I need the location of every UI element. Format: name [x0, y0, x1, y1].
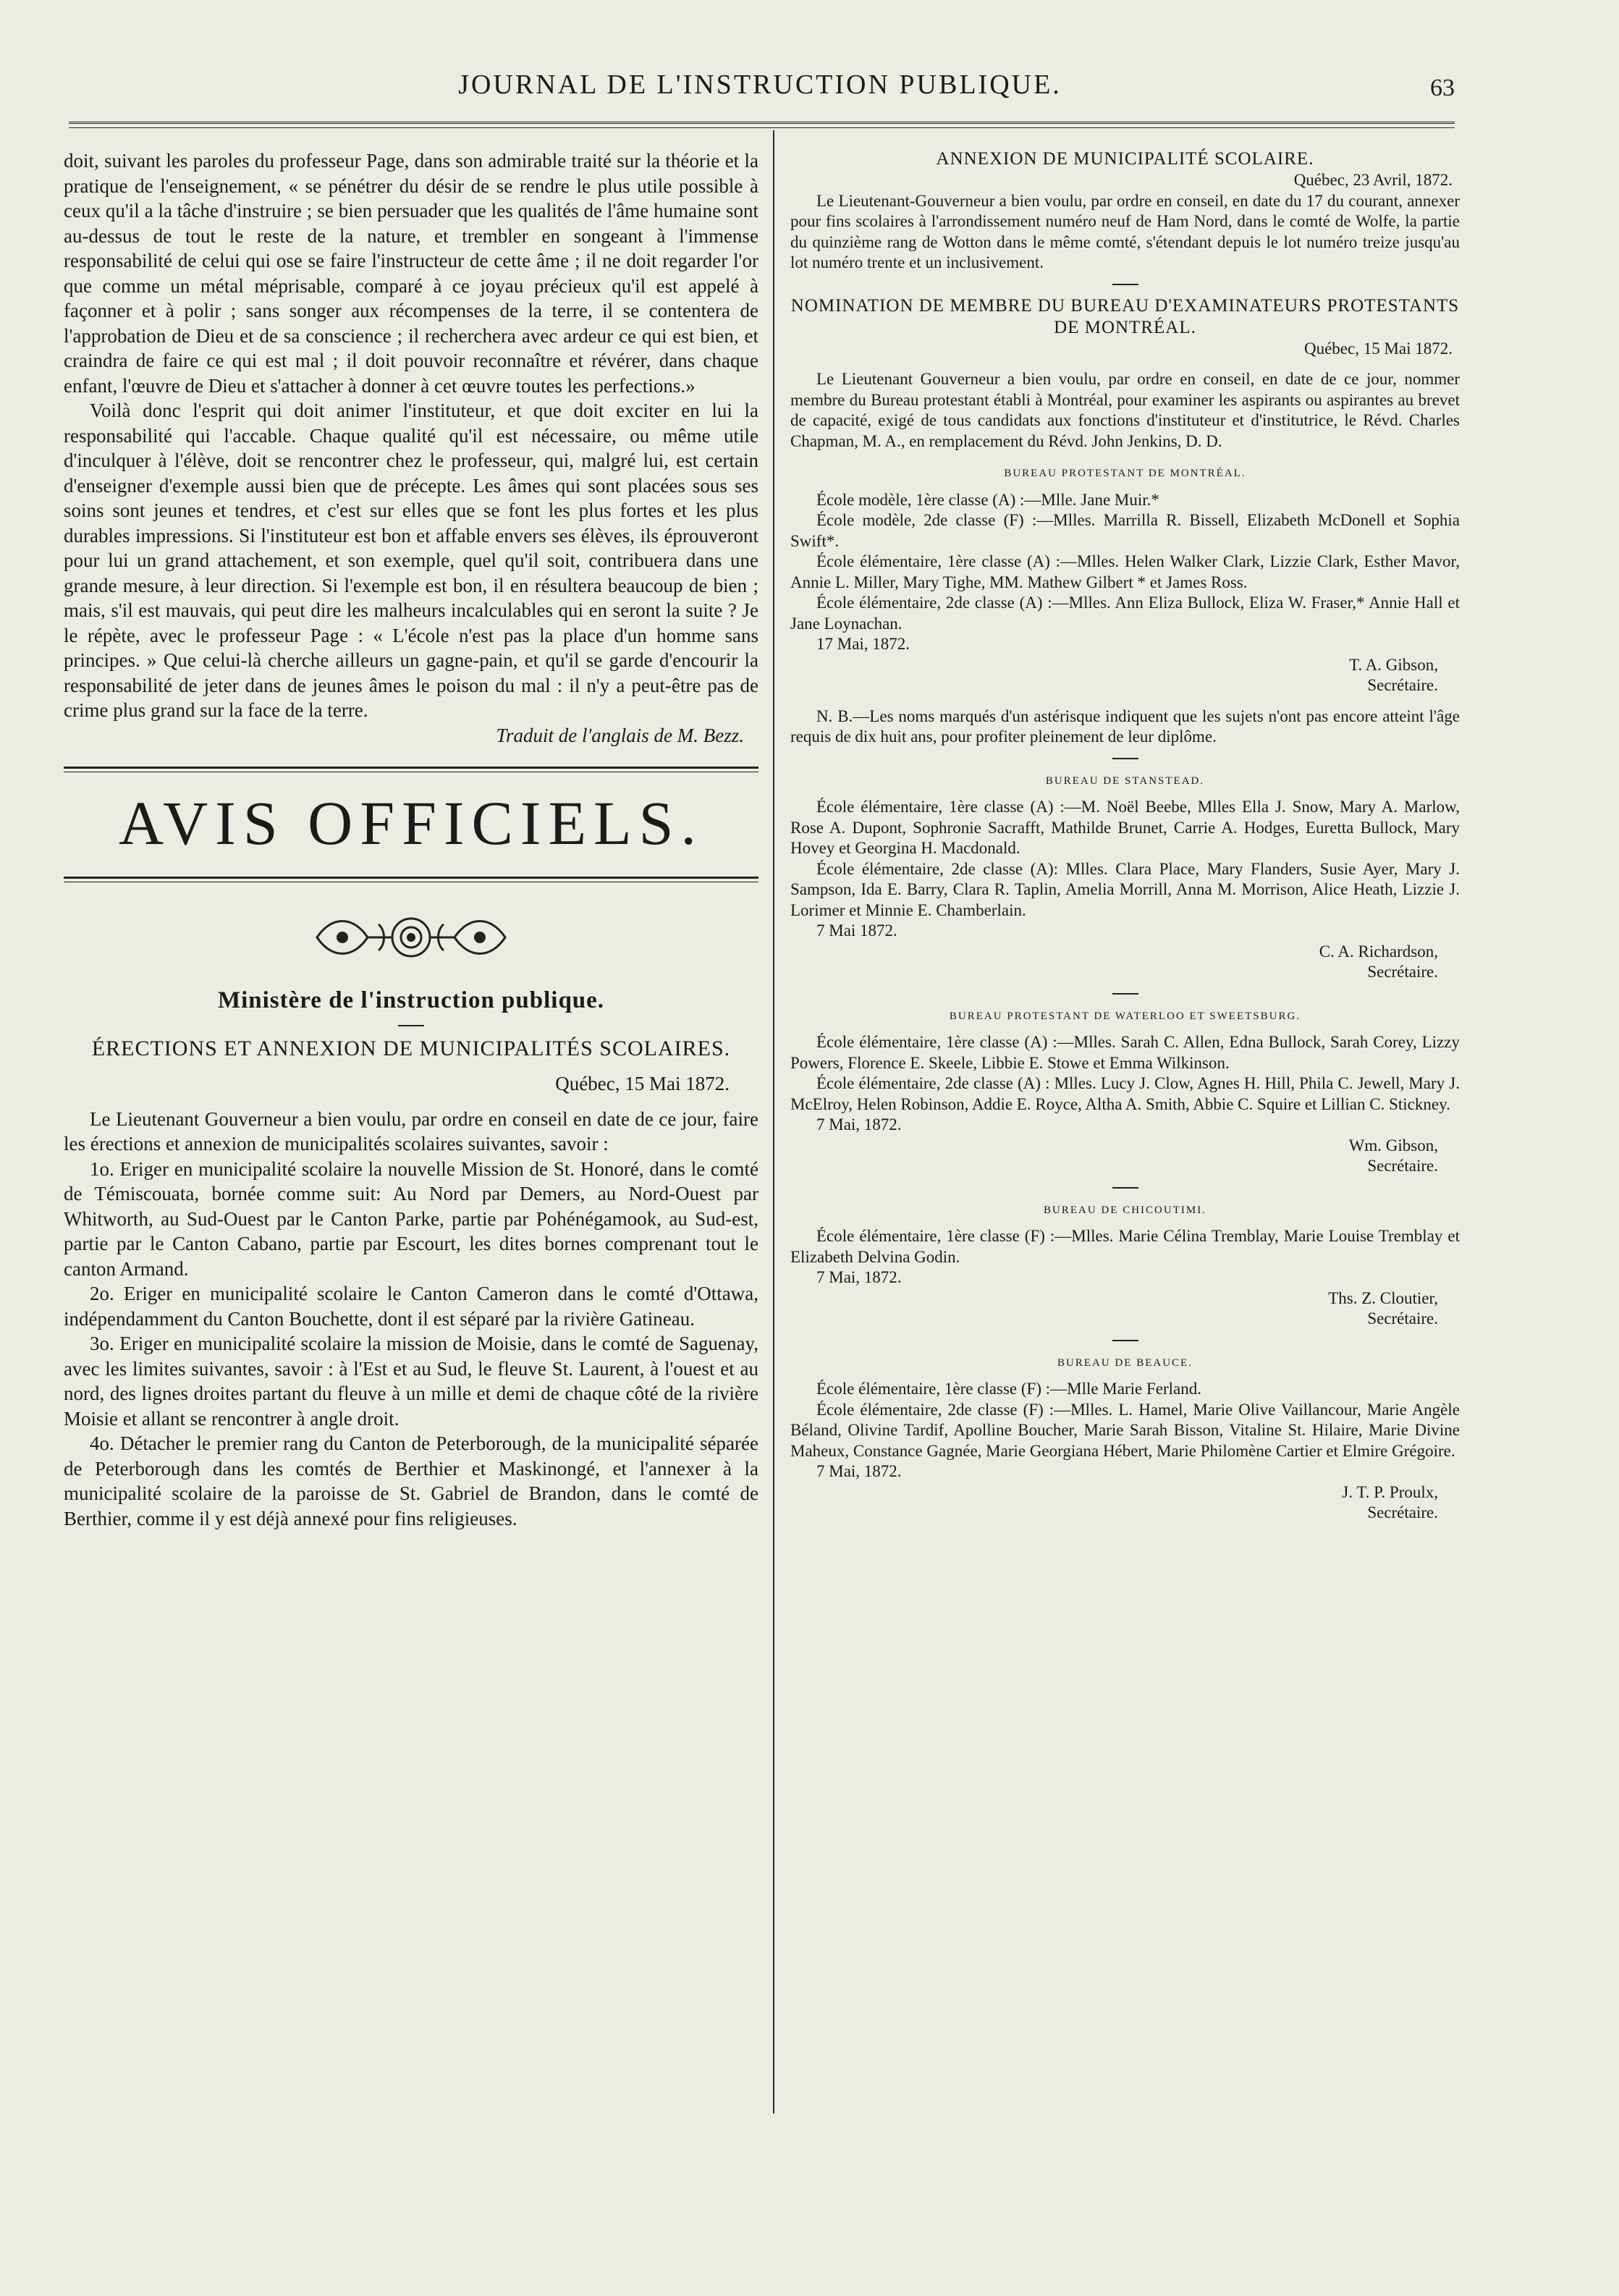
erections-date: Québec, 15 Mai 1872.	[555, 1073, 730, 1094]
bureau-heading: BUREAU PROTESTANT DE MONTRÉAL.	[1004, 468, 1246, 479]
column-divider	[773, 130, 774, 2114]
page-number: 63	[1430, 75, 1455, 101]
bureau-heading: BUREAU DE CHICOUTIMI.	[1044, 1204, 1206, 1216]
signature-name: C. A. Richardson,	[1319, 942, 1438, 961]
signature-title: Secrétaire.	[1367, 1157, 1438, 1175]
ornament-icon	[303, 908, 520, 966]
erections-item: 3o. Eriger en municipalité scolaire la mission de Moisie, dans le comté de Saguenay, avec les limites suivantes, savoir : à l'Est et au Sud, le fleuve St. Laurent, à l'ouest et au nord, des lignes droites partant du fleuve à un mille et demi de chaque côté de la rivière Moisie et allant se rencontrer à angle droit.	[64, 1333, 758, 1430]
page-header	[65, 69, 1455, 112]
annex-body: Le Lieutenant-Gouverneur a bien voulu, par ordre en conseil, en date du 17 du courant, annexer pour fins scolaires à l'arrondissement numéro neuf de Ham Nord, dans le comté de Wolfe, la partie du quinzième rang de Wotton dans le même comté, s'étendant depuis le lot numéro treize jusqu'au lot numéro trente et un inclusivement.	[790, 191, 1460, 271]
list-item: École modèle, 1ère classe (A) :—Mlle. Jane Muir.*	[816, 490, 1159, 509]
bureau-date: 7 Mai, 1872.	[816, 1115, 902, 1134]
signature-title: Secrétaire.	[1367, 963, 1438, 981]
erections-item: 4o. Détacher le premier rang du Canton de Peterborough, de la municipalité séparée de Peterborough dans les comtés de Berthier et Maskinongé, et l'annexer à la municipalité scolaire de la paroisse de St. Gabriel de Brandon, dans le comté de Berthier, comme il y est déjà annexé pour fins religieuses.	[64, 1432, 758, 1529]
dash-rule	[1112, 1187, 1138, 1189]
bureau-heading: BUREAU DE STANSTEAD.	[1045, 775, 1205, 787]
erections-title: ÉRECTIONS ET ANNEXION DE MUNICIPALITÉS SCOLAIRES.	[91, 1036, 731, 1060]
section-title: AVIS OFFICIELS.	[119, 788, 703, 858]
left-column	[64, 148, 758, 1531]
list-item: École élémentaire, 1ère classe (A) :—Mlles. Helen Walker Clark, Lizzie Clark, Esther Mavor, Annie L. Miller, Mary Tighe, MM. Mathew Gilbert * et James Ross.	[790, 552, 1460, 591]
list-item: École élémentaire, 2de classe (F) :—Mlles. L. Hamel, Marie Olive Vaillancour, Marie Angèle Béland, Olivine Tardif, Apolline Boucher, Marie Sarah Bisson, Vitaline St. Hilaire, Marie Divine Maheux, Constance Gagnée, Marie Georgiana Hébert, Marie Philomène Cartier et Elmire Grégoire.	[790, 1400, 1460, 1460]
bureau-date: 7 Mai, 1872.	[816, 1268, 902, 1286]
list-item: École élémentaire, 1ère classe (A) :—M. Noël Beebe, Mlles Ella J. Snow, Mary A. Marlow, Rose A. Dupont, Sophronie Sacrafft, Mathilde Brunet, Carrie A. Hodges, Euretta Bullock, Mary Hovey et Georgina H. Macdonald.	[790, 798, 1460, 857]
dash-rule	[1112, 1340, 1138, 1341]
right-column	[790, 148, 1460, 1524]
signature-title: Secrétaire.	[1367, 676, 1438, 694]
signature-name: Ths. Z. Cloutier,	[1328, 1288, 1438, 1307]
journal-title: JOURNAL DE L'INSTRUCTION PUBLIQUE.	[458, 69, 1062, 100]
signature-name: Wm. Gibson,	[1348, 1136, 1438, 1155]
article-paragraph: doit, suivant les paroles du professeur Page, dans son admirable traité sur la théorie et la pratique de l'enseignement, « se pénétrer du désir de se rendre le plus utile possible à ceux qu'il a la tâche d'instruire ; se bien persuader que les qualités de l'âme humaine sont au-dessus de tout le reste de la nature, et trembler en songeant à l'immense responsabilité de celui qui ose se faire l'instructeur de cette âme ; il ne doit regarder l'or que comme un métal méprisable, comparé à ce joyau précieux qu'il est appelé à façonner et à polir ; sans songer aux récompenses de la terre, il se contentera de l'approbation de Dieu et de sa conscience ; il recherchera avec ardeur ce qui est bien, et craindra de faire ce qui est mal ; il doit pouvoir reconnaître et révérer, dans chaque enfant, l'œuvre de Dieu et s'attacher à donner à cet œuvre toutes les perfections.»	[64, 150, 758, 397]
list-item: École élémentaire, 1ère classe (F) :—Mlle Marie Ferland.	[816, 1380, 1201, 1398]
annex-title: ANNEXION DE MUNICIPALITÉ SCOLAIRE.	[936, 149, 1314, 169]
signature-name: J. T. P. Proulx,	[1342, 1482, 1438, 1501]
erections-item: 2o. Eriger en municipalité scolaire le Canton Cameron dans le comté d'Ottawa, indépendamment du Canton Bouchette, dont il est séparé par la rivière Gatineau.	[64, 1283, 758, 1330]
list-item: École élémentaire, 1ère classe (A) :—Mlles. Sarah C. Allen, Edna Bullock, Sarah Corey, Lizzy Powers, Florence E. Skeele, Libbie E. Stowe et Emma Wilkinson.	[790, 1033, 1460, 1072]
dash-rule	[1112, 758, 1138, 759]
article-paragraph: Voilà donc l'esprit qui doit animer l'instituteur, et que doit exciter en lui la responsabilité qui l'accable. Chaque qualité qu'il est nécessaire, ou même utile d'inculquer à l'élève, doit se rencontrer chez le professeur, qui, malgré lui, est certain d'enseigner d'exemple aussi bien que de précepte. Les âmes qui sont placées sous ses soins sont jeunes et tendres, et c'est sur elles que se font les plus fortes et les plus durables impressions. Si l'instituteur est bon et affable envers ses élèves, ils éprouveront pour lui un grand attachement, et son exemple, quel qu'il soit, contribuera dans une grande mesure, à leur direction. Si l'exemple est bon, il en résultera beaucoup de bien ; mais, s'il est mauvais, qui peut dire les malheurs incalculables qui en seront la suite ? Je le répète, avec le professeur Page : « L'école n'est pas la place d'un homme sans principes. » Que celui-là cherche ailleurs un gagne-pain, et qu'il se garde d'encourir la responsabilité de jeter dans de jeunes âmes le poison du mal : il n'y a peut-être pas de crime plus grand sur la face de la terre.	[64, 400, 758, 721]
nomination-date: Québec, 15 Mai 1872.	[1303, 339, 1453, 358]
list-item: École modèle, 2de classe (F) :—Mlles. Marrilla R. Bissell, Elizabeth McDonell et Sophia Swift*.	[790, 511, 1460, 550]
erections-item: 1o. Eriger en municipalité scolaire la nouvelle Mission de St. Honoré, dans le comté de Témiscouata, bornée comme suit: Au Nord par Demers, au Nord-Ouest par Whitworth, au Sud-Ouest par le Canton Parke, partie par Pohénégamook, au Sud-est, partie par le Canton Cabano, partie par Escourt, les dites bornes comprenant tout le canton Armand.	[64, 1157, 758, 1280]
erections-intro: Le Lieutenant Gouverneur a bien voulu, par ordre en conseil en date de ce jour, faire les érections et annexion de municipalités scolaires suivantes, savoir :	[64, 1107, 758, 1155]
bureau-date: 7 Mai, 1872.	[816, 1462, 902, 1480]
list-item: École élémentaire, 2de classe (A) : Mlles. Lucy J. Clow, Agnes H. Hill, Phila C. Jewell, Mary J. McElroy, Helen Robinson, Addie E. Royce, Altha A. Smith, Abbie C. Squire et Lillian C. Stickney.	[790, 1074, 1460, 1113]
annex-date: Québec, 23 Avril, 1872.	[1293, 171, 1453, 189]
signature-title: Secrétaire.	[1367, 1309, 1438, 1328]
header-rule	[69, 122, 1455, 128]
dash-rule	[398, 1025, 424, 1026]
ministry-heading: Ministère de l'instruction publique.	[217, 987, 605, 1013]
translation-credit: Traduit de l'anglais de M. Bezz.	[496, 724, 744, 746]
section-rule	[64, 767, 758, 772]
section-rule	[64, 877, 758, 882]
nomination-title: NOMINATION DE MEMBRE DU BUREAU D'EXAMINATEURS PROTESTANTS DE MONTRÉAL.	[790, 295, 1460, 337]
bureau-heading: BUREAU PROTESTANT DE WATERLOO ET SWEETSBURG.	[949, 1010, 1301, 1022]
list-item: École élémentaire, 2de classe (A): Mlles. Clara Place, Mary Flanders, Susie Ayer, Mary J. Sampson, Ida E. Barry, Clara R. Taplin, Amelia Morrill, Anna M. Morrison, Alice Heath, Lizzie J. Lorimer et Minnie E. Chamberlain.	[790, 859, 1460, 919]
signature-name: T. A. Gibson,	[1349, 655, 1438, 674]
list-item: École élémentaire, 1ère classe (F) :—Mlles. Marie Célina Tremblay, Marie Louise Tremblay et Elizabeth Delvina Godin.	[790, 1227, 1460, 1266]
nomination-body: Le Lieutenant Gouverneur a bien voulu, par ordre en conseil, en date de ce jour, nommer membre du Bureau protestant établi à Montréal, pour examiner les aspirants ou aspirantes au brevet de capacité, exigé de tous candidats aux fonctions d'instituteur et d'institutrice, le Révd. Charles Chapman, M. A., en remplacement du Révd. John Jenkins, D. D.	[790, 370, 1460, 450]
dash-rule	[1112, 993, 1138, 995]
bureau-heading: BUREAU DE BEAUCE.	[1057, 1356, 1193, 1369]
bureau-date: 17 Mai, 1872.	[816, 635, 910, 653]
dash-rule	[1112, 284, 1138, 285]
bureau-date: 7 Mai 1872.	[816, 921, 897, 940]
list-item: École élémentaire, 2de classe (A) :—Mlles. Ann Eliza Bullock, Eliza W. Fraser,* Annie Hall et Jane Loynachan.	[790, 594, 1460, 633]
signature-title: Secrétaire.	[1367, 1503, 1438, 1521]
note: N. B.—Les noms marqués d'un astérisque indiquent que les sujets n'ont pas encore atteint l'âge requis de dix huit ans, pour profiter pleinement de leur diplôme.	[790, 706, 1460, 746]
